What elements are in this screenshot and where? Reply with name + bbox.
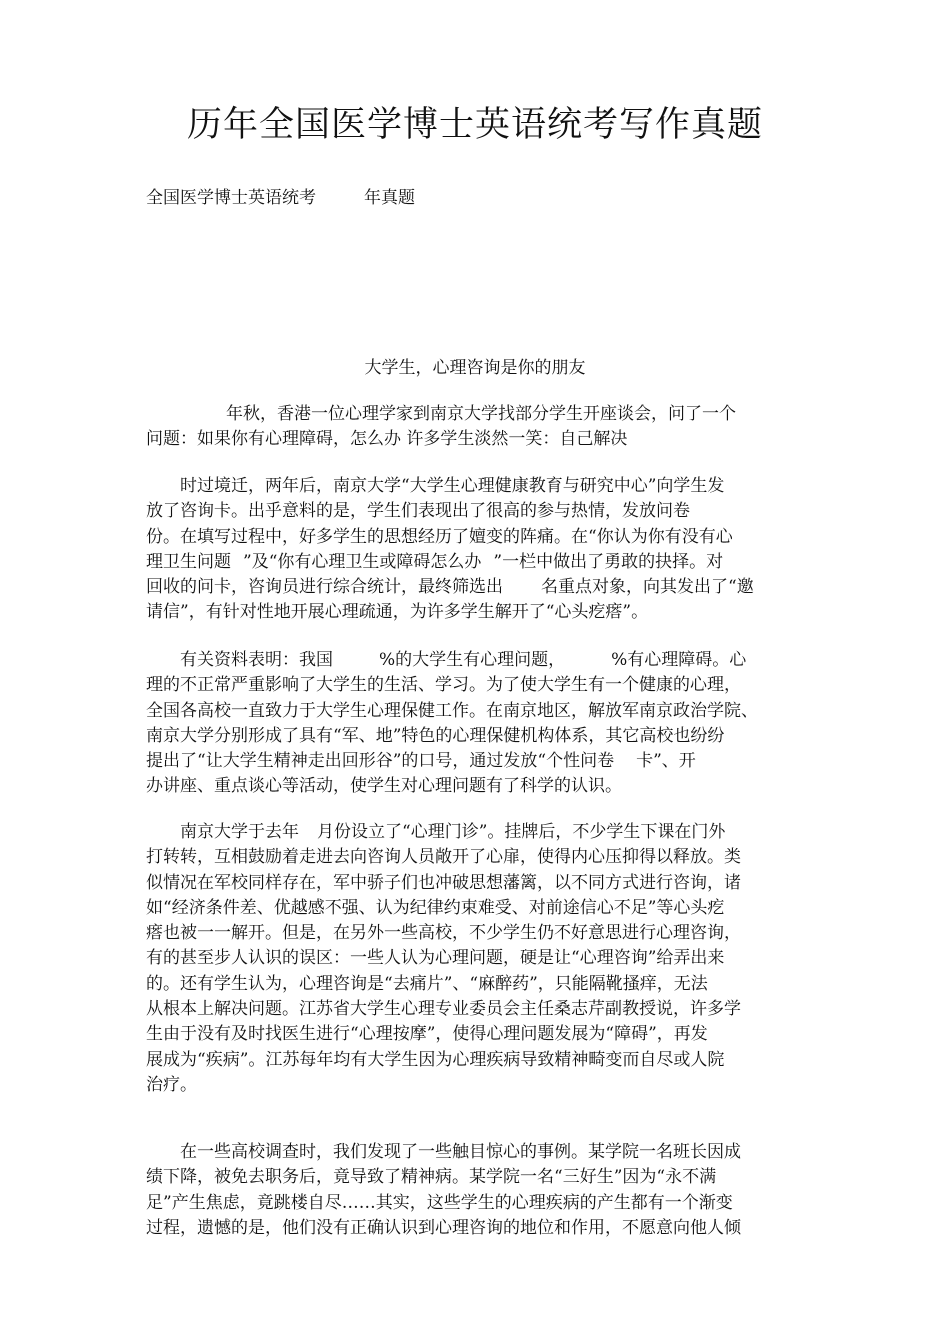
article-title: 大学生，心理咨询是你的朋友 xyxy=(364,358,586,378)
text-line: 如“经济条件差、优越感不强、认为纪律约束难受、对前途信心不足”等心头疙 xyxy=(146,897,725,918)
text-span: ”一栏中做出了勇敢的抉择。对 xyxy=(493,551,724,572)
paragraph-3 xyxy=(146,648,806,800)
text-span: 提出了“让大学生精神走出回形谷”的口号，通过发放“个性问卷 xyxy=(146,751,615,772)
text-line xyxy=(146,1140,806,1165)
paragraph-2 xyxy=(146,474,806,626)
text-line xyxy=(146,575,806,600)
text-span: 回收的问卡，咨询员进行综合统计，最终筛选出 xyxy=(146,577,503,598)
text-span: 南京大学于去年 xyxy=(180,822,299,842)
text-line: 放了咨询卡。出乎意料的是，学生们表现出了很高的参与热情，发放问卷 xyxy=(146,501,690,522)
text-span: 时过境迁，两年后，南京大学“大学生心理健康教育与研究中心”向学生发 xyxy=(180,476,725,496)
text-line: 足”产生焦虑，竟跳楼自尽……其实，这些学生的心理疾病的产生都有一个渐变 xyxy=(146,1192,733,1213)
text-line: 似情况在军校同样存在，军中骄子们也冲破思想藩篱，以不同方式进行咨询，诸 xyxy=(146,872,741,893)
text-line: 从根本上解决问题。江苏省大学生心理专业委员会主任桑志芹副教授说，许多学 xyxy=(146,999,741,1020)
text-line: 瘩也被一一解开。但是，在另外一些高校，不少学生仍不好意思进行心理咨询， xyxy=(146,923,741,944)
text-span: %有心理障碍。心 xyxy=(611,650,747,670)
text-line xyxy=(146,749,806,774)
text-line xyxy=(146,550,806,575)
text-line: 全国各高校一直致力于大学生心理保健工作。在南京地区，解放军南京政治学院、 xyxy=(146,700,758,721)
text-line xyxy=(146,820,806,845)
text-span: 卡”、开 xyxy=(636,751,696,772)
text-span: 有关资料表明：我国 xyxy=(180,650,333,670)
text-line: 的。还有学生认为，心理咨询是“去痛片”、“麻醉药”，只能隔靴搔痒，无法 xyxy=(146,973,708,994)
text-span: 年秋，香港一位心理学家到南京大学找部分学生开座谈会，问了一个 xyxy=(226,404,736,424)
paragraph-5 xyxy=(146,1140,806,1241)
text-span: 理卫生问题 xyxy=(146,551,231,572)
subtitle-right: 年真题 xyxy=(364,188,415,208)
text-line: 绩下降，被免去职务后，竟导致了精神病。某学院一名“三好生”因为“永不满 xyxy=(146,1167,717,1188)
paragraph-1 xyxy=(146,402,806,453)
text-span: 名重点对象，向其发出了“邀 xyxy=(541,577,754,598)
text-line: 理的不正常严重影响了大学生的生活、学习。为了使大学生有一个健康的心理， xyxy=(146,675,741,696)
text-line xyxy=(146,474,806,499)
text-line xyxy=(146,402,806,427)
text-line: 生由于没有及时找医生进行“心理按摩”，使得心理问题发展为“障碍”，再发 xyxy=(146,1024,708,1045)
text-line xyxy=(146,648,806,673)
text-line: 办讲座、重点谈心等活动，使学生对心理问题有了科学的认识。 xyxy=(146,776,622,797)
text-line: 打转转，互相鼓励着走进去向咨询人员敞开了心扉，使得内心压抑得以释放。类 xyxy=(146,847,741,868)
document-title: 历年全国医学博士英语统考写作真题 xyxy=(186,105,763,145)
document-subtitle xyxy=(146,186,415,210)
text-line: 问题：如果你有心理障碍，怎么办 许多学生淡然一笑：自己解决 xyxy=(146,429,628,450)
text-line: 过程，遗憾的是，他们没有正确认识到心理咨询的地位和作用，不愿意向他人倾 xyxy=(146,1217,741,1238)
subtitle-left: 全国医学博士英语统考 xyxy=(146,188,316,208)
text-line: 南京大学分别形成了具有“军、地”特色的心理保健机构体系，其它高校也纷纷 xyxy=(146,725,725,746)
text-line: 治疗。 xyxy=(146,1074,197,1095)
paragraph-4 xyxy=(146,820,806,1098)
text-line: 份。在填写过程中，好多学生的思想经历了嬗变的阵痛。在“你认为你有没有心 xyxy=(146,526,733,547)
text-span: %的大学生有心理问题， xyxy=(379,650,566,670)
text-span: 月份设立了“心理门诊”。挂牌后，不少学生下课在门外 xyxy=(317,822,726,842)
text-line: 请信”，有针对性地开展心理疏通，为许多学生解开了“心头疙瘩”。 xyxy=(146,602,649,623)
text-line: 有的甚至步人认识的误区：一些人认为心理问题，硬是让“心理咨询”给弄出来 xyxy=(146,948,725,969)
text-span: ”及“你有心理卫生或障碍怎么办 xyxy=(243,551,482,572)
text-span: 在一些高校调查时，我们发现了一些触目惊心的事例。某学院一名班长因成 xyxy=(180,1142,741,1162)
text-line: 展成为“疾病”。江苏每年均有大学生因为心理疾病导致精神畸变而自尽或人院 xyxy=(146,1049,725,1070)
